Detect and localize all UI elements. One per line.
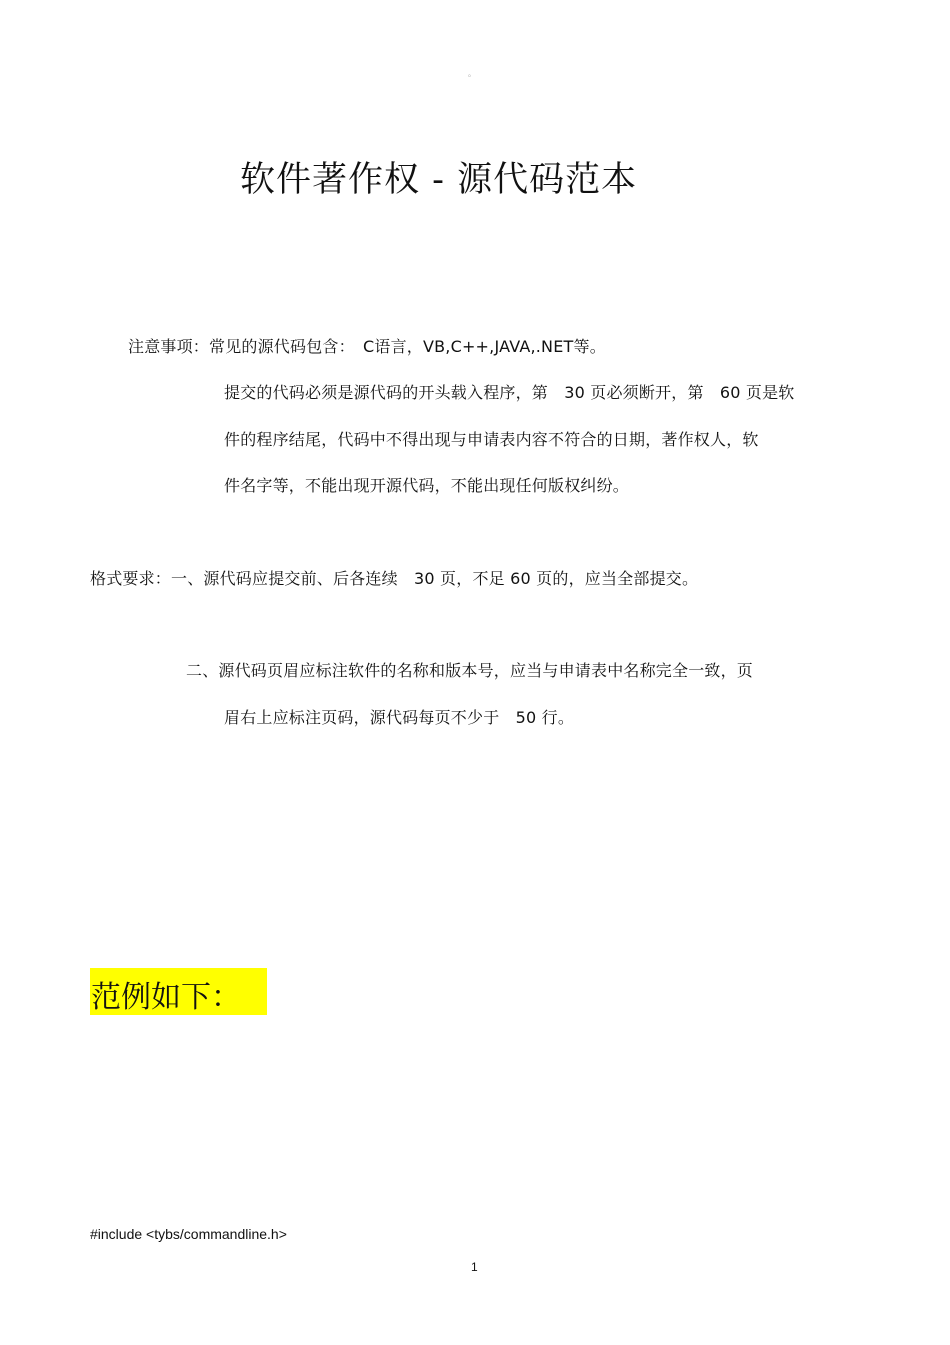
- notice-line-1: 注意事项：常见的源代码包含： C语言，VB,C++,JAVA,.NET等。: [128, 337, 606, 356]
- example-heading: 范例如下：: [91, 980, 241, 1015]
- notice-line-3: 件的程序结尾，代码中不得出现与申请表内容不符合的日期，著作权人，软: [224, 430, 759, 449]
- code-line: #include <tybs/commandline.h>: [90, 1226, 287, 1242]
- page-title: 软件著作权 - 源代码范本: [240, 160, 638, 200]
- format-line-2: 二、源代码页眉应标注软件的名称和版本号，应当与申请表中名称完全一致，页: [186, 661, 754, 680]
- format-line-3: 眉右上应标注页码，源代码每页不少于 50 行。: [224, 708, 575, 727]
- page-number: 1: [471, 1260, 478, 1274]
- format-line-1: 格式要求：一、源代码应提交前、后各连续 30 页，不足 60 页的，应当全部提交。: [90, 569, 699, 588]
- notice-line-4: 件名字等，不能出现开源代码，不能出现任何版权纠纷。: [224, 476, 630, 495]
- notice-line-2: 提交的代码必须是源代码的开头载入程序，第 30 页必须断开，第 60 页是软: [224, 383, 795, 402]
- top-mark: 。: [468, 69, 476, 78]
